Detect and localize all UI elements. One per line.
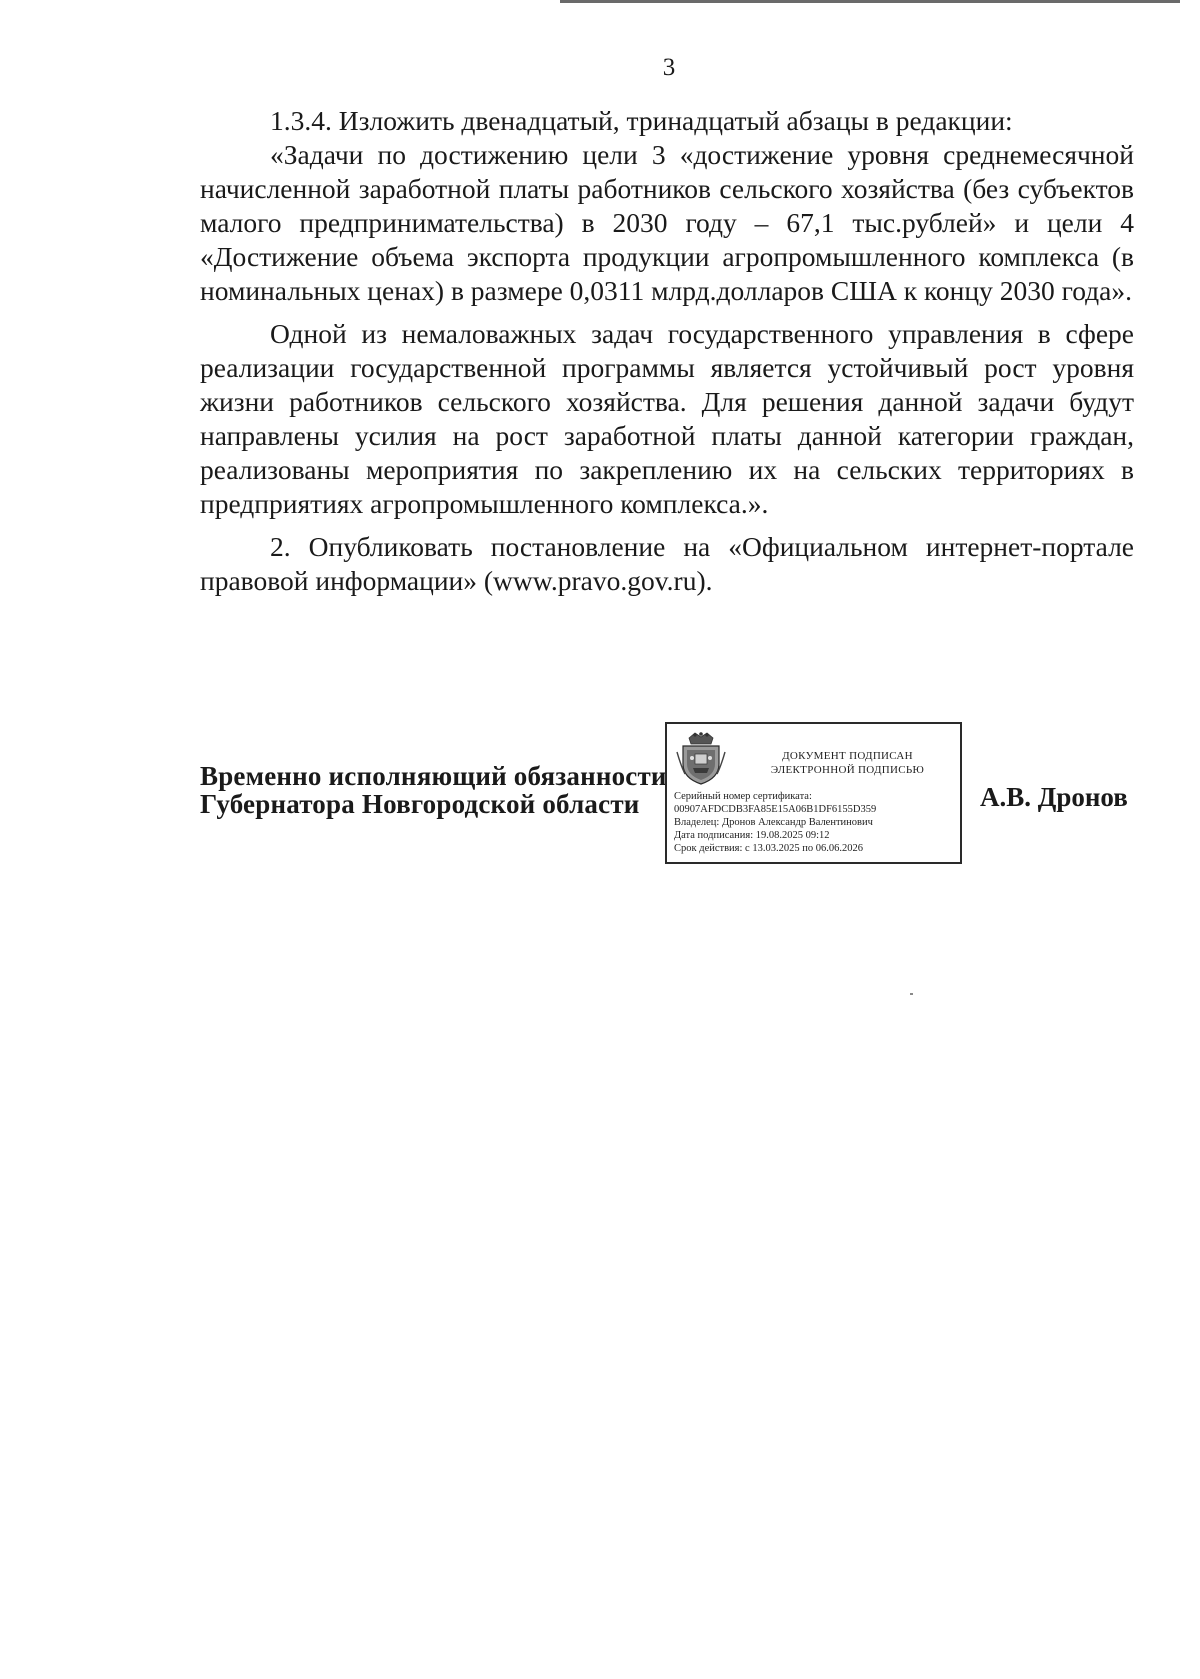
- stamp-details: [674, 790, 959, 855]
- stamp-header: [745, 749, 950, 777]
- electronic-signature-stamp: [665, 722, 962, 864]
- scan-artifact: [910, 993, 913, 995]
- stamp-validity: Срок действия: с 13.03.2025 по 06.06.2026: [674, 843, 863, 854]
- signer-position: [200, 762, 667, 818]
- page-number: 3: [662, 54, 676, 81]
- top-border-line: [560, 0, 1180, 3]
- stamp-header-line1: ДОКУМЕНТ ПОДПИСАН: [782, 750, 913, 762]
- stamp-owner: Владелец: Дронов Александр Валентинович: [674, 817, 873, 828]
- coat-of-arms-icon: [675, 730, 727, 786]
- paragraph-1-3-4: 1.3.4. Изложить двенадцатый, тринадцатый абзацы в редакции:: [270, 105, 1013, 136]
- document-body: [200, 104, 1134, 598]
- signer-position-line1: Временно исполняющий обязанности: [200, 761, 667, 791]
- paragraph-publish: 2. Опубликовать постановление на «Официальном интернет-портале правовой информации» (www.pravo.gov.ru).: [200, 531, 1134, 596]
- stamp-cert-number: 00907AFDCDB3FA85E15A06B1DF6155D359: [674, 804, 877, 815]
- paragraph-tasks: Одной из немаловажных задач государственного управления в сфере реализации государственной программы является устойчивый рост уровня жизни работников сельского хозяйства. Для решения данной задачи будут направлены усилия на рост заработной платы данной категории граждан, реализованы мероприятия по закреплению их на сельских территориях в предприятиях агропромышленного комплекса.».: [200, 318, 1134, 519]
- signer-name: А.В. Дронов: [980, 782, 1128, 812]
- signer-position-line2: Губернатора Новгородской области: [200, 789, 640, 819]
- stamp-signed-date: Дата подписания: 19.08.2025 09:12: [674, 830, 830, 841]
- stamp-cert-label: Серийный номер сертификата:: [674, 791, 812, 802]
- stamp-header-line2: ЭЛЕКТРОННОЙ ПОДПИСЬЮ: [770, 764, 925, 776]
- paragraph-quoted-goals: «Задачи по достижению цели 3 «достижение уровня среднемесячной начисленной заработной платы работников сельского хозяйства (без субъектов малого предпринимательства) в 2030 году – 67,1 тыс.рублей» и цели 4 «Достижение объема экспорта продукции агропромышленного комплекса (в номинальных ценах) в размере 0,0311 млрд.долларов США к концу 2030 года».: [200, 139, 1134, 306]
- signature-block: [200, 722, 1140, 872]
